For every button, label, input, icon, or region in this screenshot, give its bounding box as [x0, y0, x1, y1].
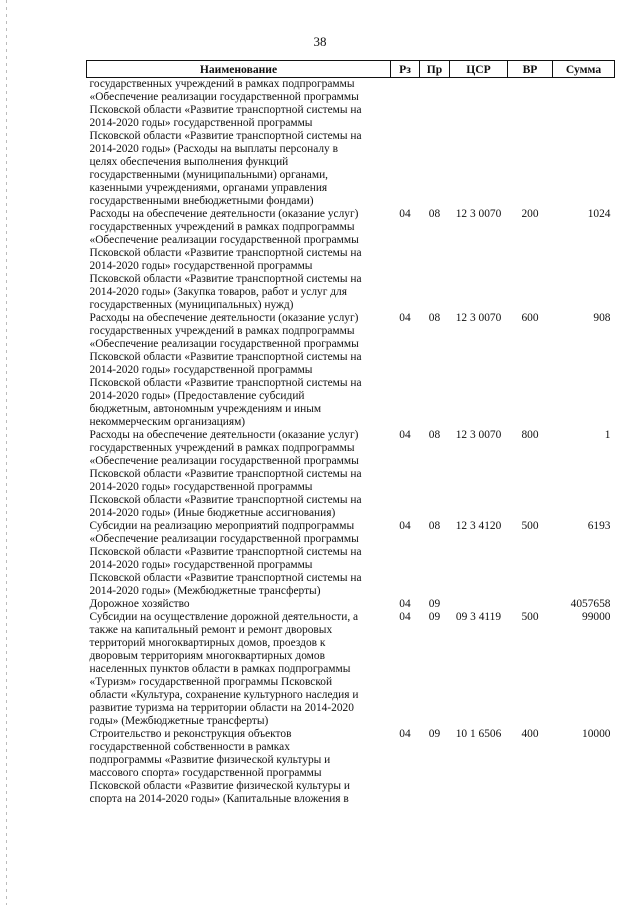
page-number: 38 [313, 34, 327, 49]
row-sum: 908 [593, 312, 611, 324]
row-name: Субсидии на реализацию мероприятий подпрограммы «Обеспечение реализации государственной программы Псковской области «Развитие транспортной системы на 2014-2020 годы» государственной программы Псковской области «Развитие транспортной системы на 2014-2020 годы» (Межбюджетные трансферты) [89, 520, 362, 597]
row-pr: 08 [428, 429, 441, 441]
row-pr: 08 [428, 312, 441, 324]
row-csr [450, 78, 508, 209]
row-csr: 12 3 0070 [455, 208, 502, 220]
row-name: Субсидии на осуществление дорожной деятельности, а также на капитальный ремонт и ремонт дворовых территорий многоквартирных домов, проездов к дворовым территориям многоквартирных домов населенных пунктов области в рамках подпрограммы «Туризм» государственной программы Псковской области «Культура, сохранение культурного наследия и развитие туризма на территории области на 2014-2020 годы» (Межбюджетные трансферты) [89, 611, 359, 727]
header-rz: Рз [391, 61, 420, 78]
row-name: Дорожное хозяйство [89, 598, 190, 610]
row-sum: 99000 [582, 611, 611, 623]
row-vr: 800 [521, 429, 539, 441]
row-vr [508, 78, 553, 209]
row-rz: 04 [399, 208, 411, 220]
row-pr: 08 [428, 520, 441, 532]
table-row [87, 728, 615, 806]
row-sum: 4057658 [570, 598, 611, 610]
header-sum: Сумма [553, 61, 615, 78]
row-sum: 6193 [587, 520, 611, 532]
table-row [87, 598, 615, 611]
header-pr: Пр [420, 61, 450, 78]
row-rz: 04 [399, 429, 411, 441]
row-vr [508, 598, 553, 611]
row-csr: 09 3 4119 [455, 611, 502, 623]
row-pr: 08 [428, 208, 441, 220]
row-rz: 04 [399, 520, 411, 532]
table-header-row [87, 61, 615, 78]
row-vr: 400 [521, 728, 539, 740]
scan-edge [6, 0, 7, 905]
row-name: Расходы на обеспечение деятельности (оказание услуг) государственных учреждений в рамках подпрограммы «Обеспечение реализации государственной программы Псковской области «Развитие транспортной системы на 2014-2020 годы» государственной программы Псковской области «Развитие транспортной системы на 2014-2020 годы» (Закупка товаров, работ и услуг для государственных (муниципальных) нужд) [89, 208, 362, 311]
row-rz: 04 [399, 611, 411, 623]
row-sum: 10000 [582, 728, 611, 740]
row-name: Расходы на обеспечение деятельности (оказание услуг) государственных учреждений в рамках подпрограммы «Обеспечение реализации государственной программы Псковской области «Развитие транспортной системы на 2014-2020 годы» государственной программы Псковской области «Развитие транспортной системы на 2014-2020 годы» (Предоставление субсидий бюджетным, автономным учреждениям и иным некоммерческим организациям) [89, 312, 362, 428]
row-rz: 04 [399, 312, 411, 324]
table-row [87, 520, 615, 598]
row-sum: 1024 [587, 208, 611, 220]
row-vr: 500 [521, 520, 539, 532]
row-vr: 500 [521, 611, 539, 623]
row-csr: 12 3 4120 [455, 520, 502, 532]
table-row [87, 208, 615, 312]
table-row [87, 78, 615, 209]
row-pr [420, 78, 450, 209]
row-name: Строительство и реконструкция объектов государственной собственности в рамках подпрограммы «Развитие физической культуры и массового спорта» государственной программы Псковской области «Развитие физической культуры и спорта на 2014-2020 годы» (Капитальные вложения в [89, 728, 350, 805]
row-csr: 12 3 0070 [455, 312, 502, 324]
row-vr: 600 [521, 312, 539, 324]
row-csr: 10 1 6506 [455, 728, 502, 740]
row-pr: 09 [428, 728, 441, 740]
row-sum: 1 [604, 429, 611, 441]
row-pr: 09 [428, 611, 441, 623]
row-rz [391, 78, 420, 209]
row-csr: 12 3 0070 [455, 429, 502, 441]
row-csr [450, 598, 508, 611]
table-row [87, 312, 615, 429]
row-name: Расходы на обеспечение деятельности (оказание услуг) государственных учреждений в рамках подпрограммы «Обеспечение реализации государственной программы Псковской области «Развитие транспортной системы на 2014-2020 годы» государственной программы Псковской области «Развитие транспортной системы на 2014-2020 годы» (Иные бюджетные ассигнования) [89, 429, 362, 519]
row-rz: 04 [399, 598, 411, 610]
row-pr: 09 [428, 598, 441, 610]
row-vr: 200 [521, 208, 539, 220]
header-csr: ЦСР [450, 61, 508, 78]
table-row [87, 429, 615, 520]
budget-table [86, 60, 615, 806]
row-sum [553, 78, 615, 209]
header-name: Наименование [87, 61, 391, 78]
row-rz: 04 [399, 728, 411, 740]
row-name: государственных учреждений в рамках подпрограммы «Обеспечение реализации государственной программы Псковской области «Развитие транспортной системы на 2014-2020 годы» государственной программы Псковской области «Развитие транспортной системы на 2014-2020 годы» (Расходы на выплаты персоналу в целях обеспечения выполнения функций государственными (муниципальными) органами, казенными учреждениями, органами управления государственными внебюджетными фондами) [89, 78, 362, 207]
table-row [87, 611, 615, 728]
header-vr: ВР [508, 61, 553, 78]
